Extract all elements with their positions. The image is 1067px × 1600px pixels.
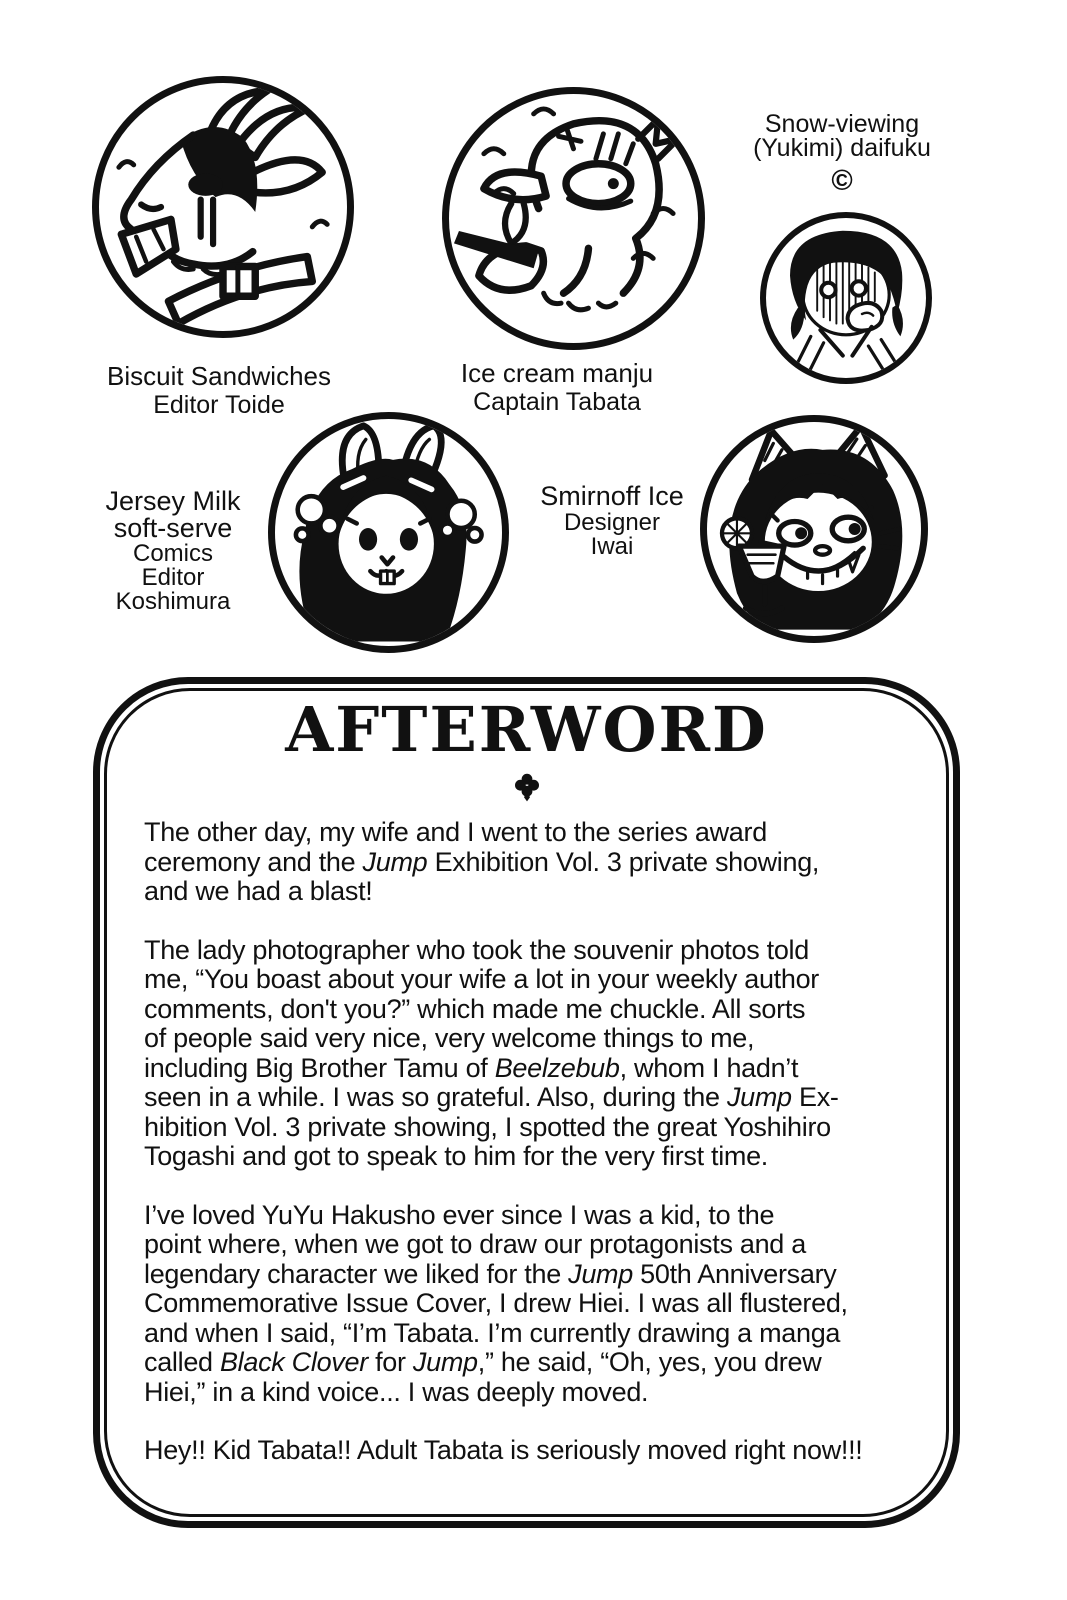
text-line: including Big Brother Tamu of Beelzebub, whom I hadn’t [144, 1052, 799, 1083]
credit-daifuku [727, 112, 957, 197]
afterword-title: AFTERWORD [285, 693, 768, 766]
afterword-paragraph [144, 1201, 945, 1408]
four-leaf-clover-icon [515, 772, 539, 802]
afterword-box [93, 677, 960, 1528]
afterword-paragraph [144, 1436, 945, 1466]
portrait-captain-tabata [442, 87, 705, 350]
text-line: Hiei,” in a kind voice... I was deeply moved. [144, 1376, 649, 1407]
text-line: Biscuit Sandwiches [107, 361, 331, 391]
text-line: called Black Clover for Jump,” he said, “Oh, yes, you drew [144, 1347, 822, 1377]
text-line: Designer [563, 509, 661, 536]
credit-iwai-lines [512, 482, 712, 559]
credit-designer-iwai [512, 482, 712, 559]
portrait-daifuku-girl [760, 212, 932, 384]
portrait-editor-koshimura [268, 412, 509, 653]
text-line: and we had a blast! [144, 876, 373, 906]
text-line: and when I said, “I’m Tabata. I’m currently drawing a manga [144, 1317, 841, 1348]
text-line: The other day, my wife and I went to the series award [144, 817, 767, 847]
text-line: Jersey Milk [105, 486, 241, 516]
text-line: Ice cream manju [460, 358, 654, 388]
cat-girl-with-drink-illustration [707, 422, 921, 636]
text-line: Iwai [590, 533, 634, 560]
afterword-paragraph [144, 818, 945, 907]
credit-captain-tabata [411, 358, 703, 417]
text-line: Editor [141, 564, 205, 591]
text-line: Editor Toide [153, 391, 285, 419]
text-line: ceremony and the Jump Exhibition Vol. 3 private showing, [144, 846, 820, 877]
text-line: The lady photographer who took the souvenir photos told [144, 934, 809, 965]
text-line: Koshimura [115, 588, 231, 615]
text-line: Snow-viewing [764, 110, 920, 138]
text-line: soft-serve [113, 513, 233, 543]
text-line: Togashi and got to speak to him for the very first time. [144, 1141, 769, 1171]
credit-tabata-lines [411, 358, 703, 417]
afterword-paragraph [144, 936, 945, 1172]
text-line: Hey!! Kid Tabata!! Adult Tabata is seriously moved right now!!! [144, 1435, 863, 1465]
text-line: Comics [132, 540, 213, 567]
afterword-text [100, 818, 953, 1466]
credit-editor-koshimura [77, 488, 269, 614]
copyright-symbol: © [831, 165, 853, 197]
text-line: Captain Tabata [473, 388, 641, 416]
girl-eating-daifuku-illustration [766, 218, 926, 378]
text-line: I’ve loved YuYu Hakusho ever since I was a kid, to the [144, 1199, 775, 1230]
portrait-designer-iwai [700, 415, 928, 643]
text-line: me, “You boast about your wife a lot in your weekly author [144, 964, 819, 994]
crying-goat-illustration [99, 83, 347, 331]
text-line: Smirnoff Ice [540, 481, 684, 511]
text-line: legendary character we liked for the Jump 50th Anniversary [144, 1258, 837, 1289]
text-line: point where, when we got to draw our protagonists and a [144, 1229, 806, 1259]
text-line: Commemorative Issue Cover, I drew Hiei. I was all flustered, [144, 1288, 848, 1318]
nervous-duck-illustration [449, 94, 698, 343]
text-line: seen in a while. I was so grateful. Also, during the Jump Ex- [144, 1082, 839, 1112]
text-line: comments, don't you?” which made me chuckle. All sorts [144, 993, 806, 1024]
text-line: hibition Vol. 3 private showing, I spotted the great Yoshihiro [144, 1111, 831, 1142]
credit-editor-toide [73, 361, 365, 420]
bunny-eared-girl-illustration [275, 419, 502, 646]
portrait-editor-toide [92, 76, 354, 338]
text-line: of people said very nice, very welcome things to me, [144, 1023, 755, 1053]
credit-toide-lines [73, 361, 365, 420]
credit-koshimura-lines [77, 488, 269, 614]
text-line: (Yukimi) daifuku [753, 134, 931, 162]
credit-daifuku-lines [727, 112, 957, 160]
